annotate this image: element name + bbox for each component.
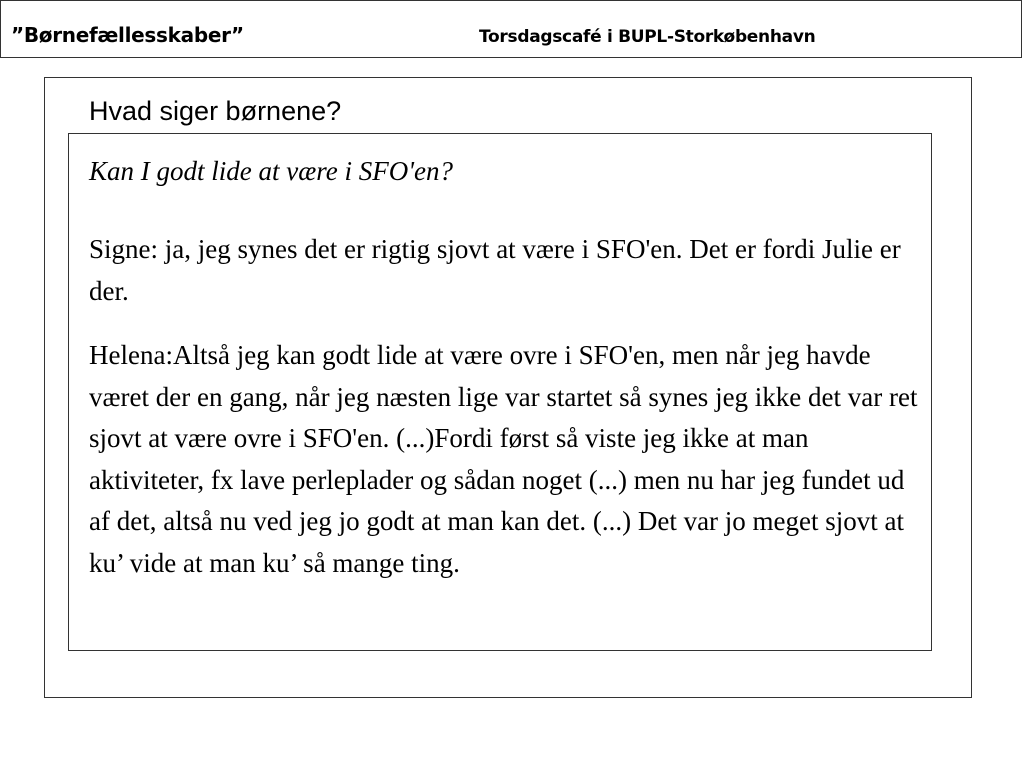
answer-helena: Helena:Altså jeg kan godt lide at være ovre i SFO'en, men når jeg havde været der en gang, når jeg næsten lige var startet så synes jeg ikke det var ret sjovt at være ovre i SFO'en. (...)Fordi først så viste jeg ikke at man aktiviteter, fx lave perleplader og sådan noget (...) men nu har jeg fundet ud af det, altså nu ved jeg jo godt at man kan det. (...) Det var jo meget sjovt at ku’ vide at man ku’ så mange ting.	[89, 340, 918, 578]
slide-header	[0, 0, 1022, 58]
slide-heading: Hvad siger børnene?	[89, 96, 342, 126]
header-left-title: ”Børnefællesskaber”	[11, 23, 244, 47]
question-text: Kan I godt lide at være i SFO'en?	[89, 156, 453, 186]
answer-signe: Signe: ja, jeg synes det er rigtig sjovt at være i SFO'en. Det er fordi Julie er der.	[89, 234, 901, 306]
header-right-title: Torsdagscafé i BUPL-Storkøbenhavn	[479, 27, 816, 47]
